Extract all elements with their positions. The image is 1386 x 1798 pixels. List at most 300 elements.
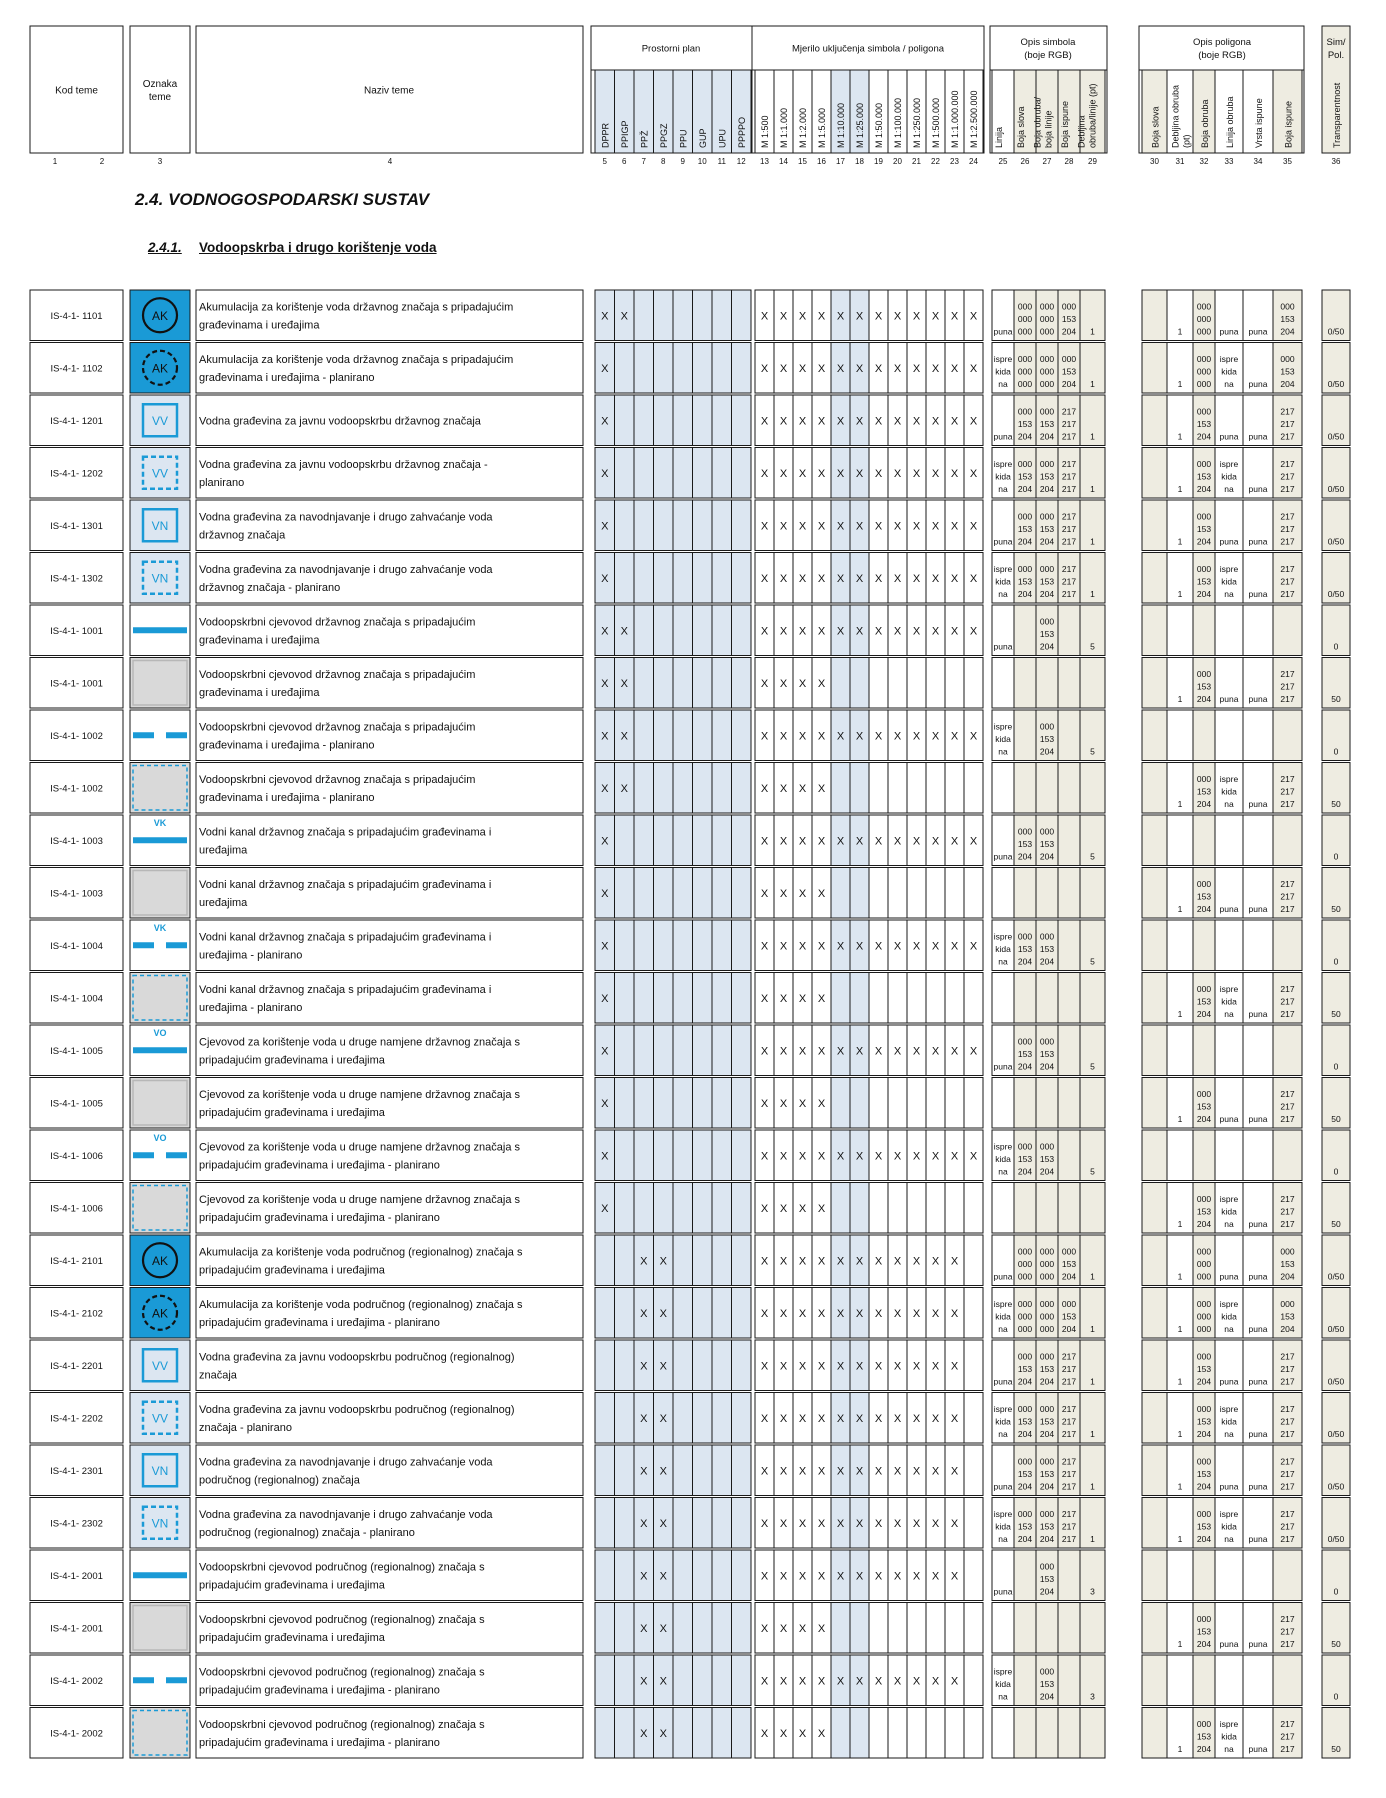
- symbol-desc-value: kida: [995, 366, 1011, 377]
- scale-mark: X: [931, 625, 940, 638]
- symbol-desc-value: 5: [1090, 746, 1095, 757]
- row-name-cell: [196, 973, 583, 1024]
- scale-mark: X: [912, 1675, 921, 1688]
- scale-cell: [907, 1183, 926, 1234]
- symbol-desc-cell: [1014, 1603, 1036, 1654]
- plan-cell: [712, 1288, 732, 1339]
- plan-mark: X: [601, 1202, 609, 1215]
- plan-cell: [693, 1550, 713, 1601]
- scale-cell: [907, 1708, 926, 1759]
- transparency-value: 50: [1331, 1639, 1341, 1649]
- symbol-desc-value: 1: [1090, 536, 1095, 547]
- scale-mark: X: [931, 362, 940, 375]
- plan-cell: [712, 763, 732, 814]
- scale-mark: X: [874, 1360, 883, 1373]
- plan-cell: [634, 710, 654, 761]
- polygon-desc-value: 217: [1280, 694, 1295, 704]
- polygon-desc-value: 204: [1280, 326, 1295, 337]
- polygon-desc-cell: [1273, 1130, 1302, 1181]
- scale-mark: X: [912, 572, 921, 585]
- plan-mark: X: [640, 1255, 648, 1268]
- scale-mark: X: [798, 835, 807, 848]
- row-name-cell: [196, 815, 583, 866]
- polygon-desc-value: 153: [1196, 1364, 1212, 1374]
- symbol-desc-cell: [1014, 658, 1036, 709]
- scale-mark: X: [760, 782, 769, 795]
- row-code: IS-4-1- 1302: [50, 573, 103, 585]
- scale-mark: X: [893, 310, 902, 323]
- column-number: 19: [874, 157, 883, 166]
- symbol-desc-value: 000: [1017, 931, 1033, 942]
- scale-mark: X: [817, 1045, 826, 1058]
- polygon-desc-value: 153: [1196, 1469, 1212, 1479]
- transparency-value: 50: [1331, 694, 1341, 704]
- column-number: 36: [1331, 157, 1341, 166]
- polygon-desc-value: 217: [1280, 984, 1295, 994]
- plan-mark: X: [659, 1255, 667, 1268]
- polygon-desc-value: ispre: [1219, 1194, 1239, 1204]
- header-poly-col-label: Vrsta ispune: [1254, 98, 1264, 148]
- polygon-desc-value: 000: [1196, 1351, 1212, 1362]
- scale-mark: X: [931, 730, 940, 743]
- symbol-desc-value: 000: [1017, 1509, 1033, 1519]
- scale-mark: X: [950, 1675, 959, 1688]
- symbol-desc-value: 217: [1061, 1351, 1077, 1362]
- row-code: IS-4-1- 1005: [50, 1045, 103, 1057]
- row-name-cell: [196, 605, 583, 656]
- polygon-desc-cell: [1215, 710, 1243, 761]
- symbol-desc-cell: [1014, 1655, 1036, 1706]
- row-name: Vodna građevina za navodnjavanje i drugo zahvaćanje voda: [199, 563, 493, 576]
- scale-mark: X: [912, 940, 921, 953]
- scale-cell: [831, 1708, 850, 1759]
- scale-mark: X: [798, 887, 807, 900]
- polygon-desc-value: 217: [1280, 1089, 1295, 1099]
- polygon-desc-value: 000: [1196, 1324, 1212, 1334]
- symbol-desc-value: 000: [1061, 1299, 1077, 1309]
- symbol-desc-value: kida: [995, 1154, 1011, 1164]
- plan-cell: [595, 1393, 615, 1444]
- scale-mark: X: [855, 467, 864, 480]
- polygon-desc-value: 204: [1280, 1271, 1295, 1282]
- polygon-desc-cell: [1142, 973, 1167, 1024]
- scale-mark: X: [874, 1570, 883, 1583]
- scale-mark: X: [969, 940, 978, 953]
- scale-cell: [831, 868, 850, 919]
- scale-mark: X: [779, 1517, 788, 1530]
- symbol-label: VV: [151, 1411, 169, 1426]
- symbol-desc-value: 204: [1039, 851, 1055, 862]
- polygon-desc-value: 153: [1196, 419, 1212, 429]
- header-scale-col-label: M 1:25.000: [855, 102, 865, 148]
- header-poly-col-label: Boja obruba: [1200, 99, 1210, 148]
- polygon-desc-cell: [1167, 1550, 1193, 1601]
- header-sym-col-label: Boja slova: [1016, 106, 1026, 148]
- scale-mark: X: [817, 362, 826, 375]
- scale-mark: X: [798, 467, 807, 480]
- plan-cell: [654, 658, 674, 709]
- symbol-desc-value: kida: [995, 1521, 1011, 1532]
- scale-mark: X: [893, 1465, 902, 1478]
- symbol-desc-value: 000: [1061, 354, 1077, 364]
- symbol-desc-value: 1: [1090, 589, 1095, 599]
- polygon-desc-value: puna: [1248, 1376, 1268, 1387]
- symbol-desc-value: ispre: [993, 721, 1013, 732]
- polygon-desc-value: puna: [1248, 1114, 1268, 1124]
- row-name: Akumulacija za korištenje voda državnog značaja s pripadajućim: [199, 301, 514, 314]
- polygon-desc-value: kida: [1221, 786, 1237, 797]
- scale-mark: X: [912, 467, 921, 480]
- polygon-desc-value: 000: [1196, 459, 1212, 469]
- symbol-desc-cell: [1058, 763, 1080, 814]
- polygon-desc-cell: [1142, 920, 1167, 971]
- polygon-desc-value: 1: [1177, 799, 1183, 809]
- symbol-label: VV: [151, 1358, 169, 1373]
- plan-cell: [673, 1235, 693, 1286]
- polygon-desc-value: 217: [1280, 1509, 1295, 1519]
- symbol-label: VN: [151, 1516, 169, 1531]
- symbol-desc-value: 204: [1039, 1166, 1055, 1177]
- plan-cell: [732, 1130, 752, 1181]
- polygon-desc-value: 000: [1196, 1089, 1212, 1099]
- polygon-desc-value: puna: [1248, 1744, 1268, 1754]
- scale-cell: [869, 1708, 888, 1759]
- plan-cell: [732, 1025, 752, 1076]
- header-plan-col-label: PPIGP: [620, 120, 630, 148]
- symbol-desc-value: na: [998, 1534, 1008, 1544]
- plan-cell: [732, 343, 752, 394]
- symbol-desc-cell: [1058, 1130, 1080, 1181]
- scale-mark: X: [912, 415, 921, 428]
- plan-cell: [693, 658, 713, 709]
- scale-cell: [869, 658, 888, 709]
- plan-cell: [615, 815, 635, 866]
- polygon-desc-cell: [1167, 920, 1193, 971]
- scale-cell: [945, 973, 964, 1024]
- polygon-desc-value: kida: [1221, 1521, 1237, 1532]
- polygon-desc-value: 000: [1280, 301, 1295, 312]
- symbol-desc-value: 000: [1039, 1246, 1055, 1257]
- symbol-desc-cell: [1080, 763, 1105, 814]
- scale-mark: X: [893, 415, 902, 428]
- plan-mark: X: [601, 625, 609, 638]
- column-number: 34: [1253, 157, 1263, 166]
- symbol-desc-cell: [1014, 1078, 1036, 1129]
- polygon-desc-value: na: [1224, 1534, 1234, 1544]
- polygon-desc-value: 1: [1177, 1219, 1183, 1229]
- symbol-desc-cell: [1058, 1603, 1080, 1654]
- polygon-desc-cell: [1243, 1655, 1273, 1706]
- row-name: planirano: [199, 476, 245, 489]
- scale-mark: X: [893, 1570, 902, 1583]
- plan-cell: [712, 1078, 732, 1129]
- row-name: uređajima - planirano: [199, 949, 303, 962]
- symbol-desc-value: 204: [1017, 484, 1033, 494]
- polygon-desc-value: na: [1224, 799, 1234, 809]
- plan-mark: X: [659, 1360, 667, 1373]
- row-code: IS-4-1- 1202: [50, 468, 103, 480]
- scale-mark: X: [798, 1517, 807, 1530]
- symbol-desc-value: 153: [1039, 471, 1055, 482]
- scale-mark: X: [950, 940, 959, 953]
- symbol-desc-value: 204: [1039, 536, 1055, 547]
- scale-cell: [831, 658, 850, 709]
- row-code: IS-4-1- 1003: [50, 835, 103, 847]
- plan-cell: [654, 815, 674, 866]
- plan-cell: [615, 1603, 635, 1654]
- scale-mark: X: [779, 467, 788, 480]
- scale-mark: X: [931, 1307, 940, 1320]
- polygon-desc-value: puna: [1248, 1324, 1268, 1334]
- polygon-desc-value: 204: [1280, 1324, 1295, 1334]
- transparency-value: 0/50: [1327, 1481, 1345, 1492]
- symbol-desc-value: 153: [1017, 839, 1033, 849]
- symbol-desc-cell: [1080, 1183, 1105, 1234]
- plan-cell: [615, 1655, 635, 1706]
- polygon-symbol-icon: [133, 1081, 187, 1126]
- scale-mark: X: [760, 1517, 769, 1530]
- plan-cell: [615, 343, 635, 394]
- polygon-desc-value: 217: [1280, 1364, 1295, 1374]
- polygon-desc-value: 217: [1280, 1376, 1295, 1387]
- symbol-desc-value: 000: [1017, 379, 1033, 389]
- column-number: 13: [760, 157, 769, 166]
- symbol-desc-value: 204: [1061, 326, 1077, 337]
- plan-cell: [693, 1498, 713, 1549]
- polygon-desc-cell: [1193, 920, 1215, 971]
- row-name-cell: [196, 710, 583, 761]
- scale-mark: X: [836, 572, 845, 585]
- polygon-desc-value: 217: [1280, 1719, 1295, 1729]
- column-number: 10: [697, 157, 707, 166]
- symbol-desc-value: 153: [1039, 1521, 1055, 1532]
- column-number: 3: [157, 157, 163, 166]
- scale-cell: [964, 973, 983, 1024]
- scale-mark: X: [855, 1465, 864, 1478]
- symbol-desc-value: 153: [1039, 1469, 1055, 1479]
- column-number: 16: [817, 157, 826, 166]
- scale-mark: X: [760, 940, 769, 953]
- scale-mark: X: [798, 572, 807, 585]
- polygon-desc-cell: [1273, 815, 1302, 866]
- polygon-desc-value: 000: [1196, 1299, 1212, 1309]
- scale-mark: X: [836, 625, 845, 638]
- symbol-desc-value: 000: [1039, 326, 1055, 337]
- row-name: Vodna građevina za navodnjavanje i drugo zahvaćanje voda: [199, 1508, 493, 1521]
- symbol-desc-value: 000: [1017, 1456, 1033, 1467]
- plan-cell: [712, 605, 732, 656]
- scale-mark: X: [817, 1465, 826, 1478]
- scale-mark: X: [893, 625, 902, 638]
- scale-cell: [850, 1603, 869, 1654]
- symbol-label: VV: [151, 413, 169, 428]
- scale-mark: X: [874, 835, 883, 848]
- plan-cell: [634, 763, 654, 814]
- plan-cell: [693, 1235, 713, 1286]
- plan-cell: [732, 290, 752, 341]
- symbol-desc-value: 000: [1039, 564, 1055, 574]
- symbol-label: VO: [153, 1028, 167, 1038]
- symbol-desc-cell: [1058, 658, 1080, 709]
- scale-mark: X: [893, 1255, 902, 1268]
- symbol-desc-cell: [992, 868, 1014, 919]
- polygon-desc-value: ispre: [1219, 1719, 1239, 1729]
- polygon-desc-value: puna: [1219, 904, 1239, 914]
- polygon-desc-value: ispre: [1219, 354, 1239, 364]
- dashed-line-symbol-icon: [133, 942, 154, 948]
- scale-cell: [907, 1078, 926, 1129]
- scale-mark: X: [969, 572, 978, 585]
- symbol-desc-cell: [1036, 658, 1058, 709]
- scale-mark: X: [893, 1307, 902, 1320]
- section-title: 2.4. VODNOGOSPODARSKI SUSTAV: [135, 190, 430, 209]
- scale-mark: X: [893, 520, 902, 533]
- scale-cell: [850, 1078, 869, 1129]
- transparency-value: 0/50: [1327, 1376, 1345, 1387]
- row-name: pripadajućim građevinama i uređajima: [199, 1054, 385, 1067]
- scale-mark: X: [912, 1307, 921, 1320]
- symbol-desc-value: ispre: [993, 354, 1013, 364]
- symbol-desc-value: 000: [1017, 459, 1033, 469]
- polygon-desc-cell: [1193, 815, 1215, 866]
- row-name: značaja - planirano: [199, 1421, 292, 1434]
- scale-mark: X: [874, 520, 883, 533]
- plan-cell: [615, 973, 635, 1024]
- plan-cell: [615, 500, 635, 551]
- polygon-desc-cell: [1142, 553, 1167, 604]
- dashed-line-symbol-icon: [166, 732, 187, 738]
- symbol-desc-value: ispre: [993, 1509, 1013, 1519]
- header-trans-label: Transparentnost: [1332, 82, 1342, 148]
- symbol-desc-cell: [1014, 868, 1036, 919]
- row-name: uređajima: [199, 896, 248, 909]
- plan-mark: X: [601, 677, 609, 690]
- symbol-desc-value: na: [998, 1324, 1008, 1334]
- symbol-desc-value: kida: [995, 944, 1011, 954]
- symbol-desc-value: 153: [1039, 419, 1055, 429]
- plan-cell: [673, 1655, 693, 1706]
- plan-cell: [732, 605, 752, 656]
- transparency-value: 50: [1331, 1114, 1341, 1124]
- header-plan-col-label: DPPR: [600, 122, 611, 148]
- scale-mark: X: [798, 1465, 807, 1478]
- symbol-desc-value: 217: [1061, 406, 1077, 417]
- scale-mark: X: [817, 310, 826, 323]
- polygon-desc-value: 217: [1280, 524, 1295, 534]
- plan-mark: X: [640, 1517, 648, 1530]
- symbol-desc-value: puna: [993, 641, 1013, 652]
- plan-mark: X: [601, 1150, 609, 1163]
- plan-cell: [634, 395, 654, 446]
- symbol-desc-value: 5: [1090, 1061, 1095, 1072]
- plan-cell: [654, 605, 674, 656]
- plan-cell: [712, 1340, 732, 1391]
- scale-mark: X: [817, 730, 826, 743]
- scale-mark: X: [817, 1412, 826, 1425]
- scale-mark: X: [779, 1202, 788, 1215]
- symbol-desc-value: 000: [1039, 511, 1055, 522]
- polygon-desc-cell: [1167, 1655, 1193, 1706]
- polygon-desc-cell: [1142, 868, 1167, 919]
- scale-mark: X: [760, 467, 769, 480]
- polygon-desc-cell: [1142, 395, 1167, 446]
- scale-mark: X: [798, 940, 807, 953]
- scale-mark: X: [931, 1675, 940, 1688]
- symbol-desc-cell: [1058, 1078, 1080, 1129]
- scale-mark: X: [760, 677, 769, 690]
- scale-cell: [926, 1603, 945, 1654]
- plan-cell: [615, 1498, 635, 1549]
- polygon-desc-value: 000: [1196, 1271, 1212, 1282]
- polygon-desc-value: 153: [1280, 314, 1295, 324]
- polygon-desc-cell: [1167, 1130, 1193, 1181]
- symbol-desc-value: 000: [1017, 1259, 1033, 1269]
- symbol-desc-value: ispre: [993, 931, 1013, 942]
- plan-mark: X: [659, 1570, 667, 1583]
- scale-mark: X: [836, 730, 845, 743]
- polygon-desc-cell: [1142, 1655, 1167, 1706]
- scale-mark: X: [893, 572, 902, 585]
- scale-cell: [850, 973, 869, 1024]
- header-naziv-teme-label: Naziv teme: [363, 85, 415, 97]
- symbol-desc-value: 204: [1039, 484, 1055, 494]
- scale-mark: X: [836, 1675, 845, 1688]
- polygon-desc-value: 153: [1196, 1731, 1212, 1742]
- scale-mark: X: [855, 1150, 864, 1163]
- symbol-desc-value: puna: [993, 431, 1013, 442]
- scale-cell: [831, 763, 850, 814]
- symbol-desc-cell: [1014, 1708, 1036, 1759]
- plan-cell: [654, 1025, 674, 1076]
- plan-mark: X: [659, 1465, 667, 1478]
- symbol-desc-value: ispre: [993, 1666, 1013, 1677]
- scale-mark: X: [836, 835, 845, 848]
- polygon-desc-value: 204: [1196, 694, 1212, 704]
- row-name: uređajima: [199, 844, 248, 857]
- polygon-desc-value: 204: [1196, 536, 1212, 547]
- header-sym-group-label: Opis simbola: [1020, 36, 1076, 48]
- plan-mark: X: [620, 310, 628, 323]
- scale-mark: X: [817, 572, 826, 585]
- header-poly-col-label: (pt): [1181, 134, 1192, 148]
- scale-cell: [888, 1183, 907, 1234]
- scale-mark: X: [836, 1045, 845, 1058]
- row-code: IS-4-1- 1001: [50, 625, 103, 637]
- scale-mark: X: [950, 1360, 959, 1373]
- scale-mark: X: [912, 625, 921, 638]
- subsection-title: Vodoopskrba i drugo korištenje voda: [199, 240, 437, 255]
- plan-mark: X: [640, 1307, 648, 1320]
- symbol-desc-value: 204: [1061, 1271, 1077, 1282]
- symbol-desc-value: puna: [993, 536, 1013, 547]
- plan-mark: X: [620, 782, 628, 795]
- symbol-desc-value: 153: [1061, 366, 1077, 377]
- scale-mark: X: [969, 835, 978, 848]
- line-symbol-icon: [133, 1572, 187, 1578]
- row-name-cell: [196, 1130, 583, 1181]
- symbol-desc-value: ispre: [993, 564, 1013, 574]
- scale-mark: X: [817, 677, 826, 690]
- scale-cell: [850, 1708, 869, 1759]
- plan-cell: [732, 868, 752, 919]
- header-scale-col-label: M 1:1.000: [779, 107, 789, 148]
- scale-mark: X: [893, 1045, 902, 1058]
- row-name-cell: [196, 448, 583, 499]
- plan-mark: X: [659, 1307, 667, 1320]
- symbol-desc-value: 000: [1039, 406, 1055, 417]
- polygon-desc-value: 217: [1280, 1626, 1295, 1637]
- scale-cell: [907, 868, 926, 919]
